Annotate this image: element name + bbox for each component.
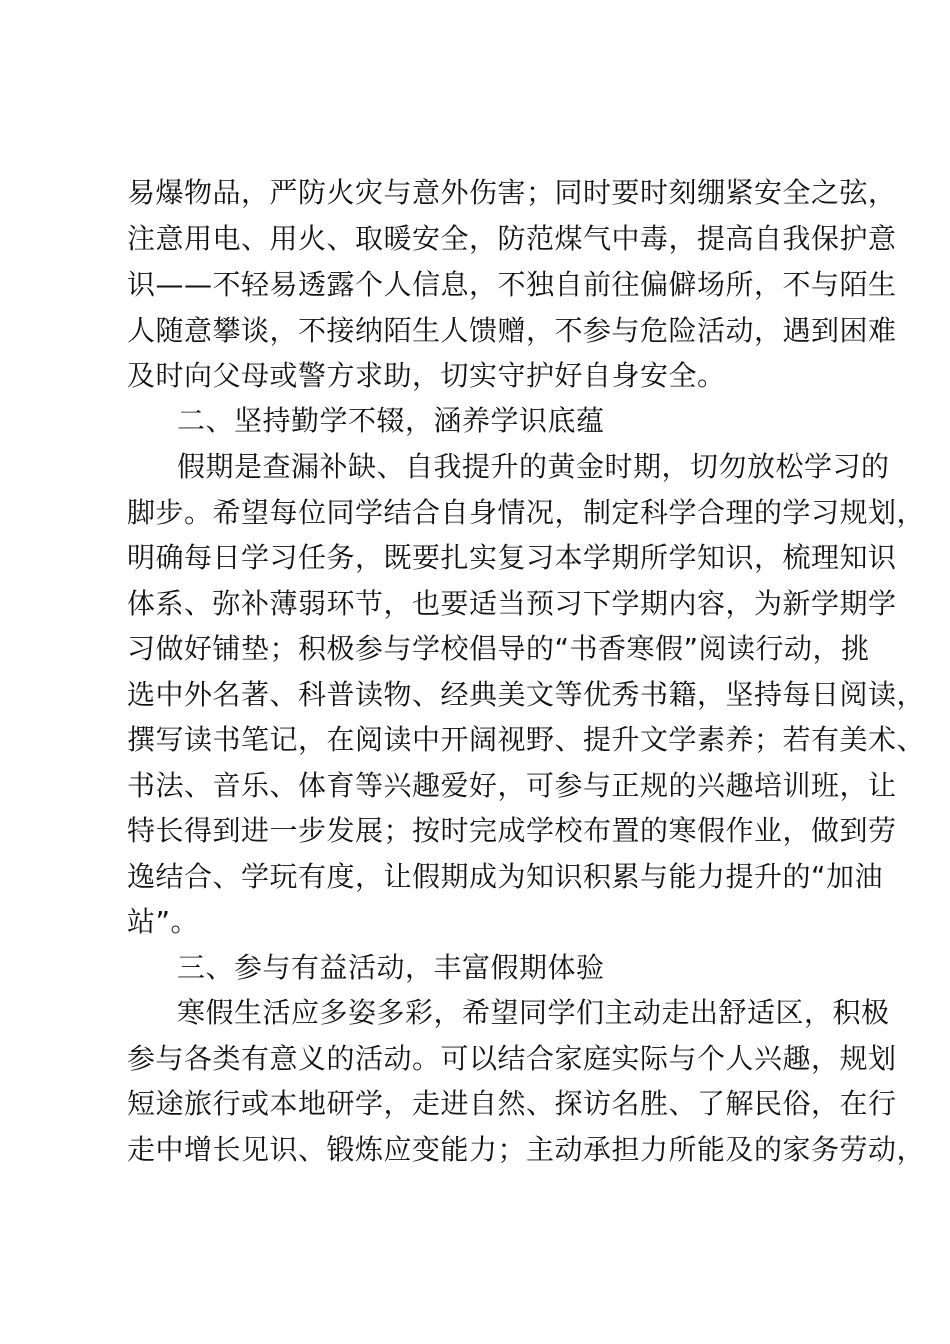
section-heading: 三、参与有益活动，丰富假期体验 — [177, 951, 605, 984]
paragraph-line: 走中增长见识、锻炼应变能力；主动承担力所能及的家务劳动， — [127, 1133, 926, 1166]
paragraph-line: 体系、弥补薄弱环节，也要适当预习下学期内容，为新学期学 — [127, 587, 897, 620]
paragraph-line: 人随意攀谈，不接纳陌生人馈赠，不参与危险活动，遇到困难 — [127, 314, 897, 347]
paragraph-line: 易爆物品，严防火灾与意外伤害；同时要时刻绷紧安全之弦， — [127, 176, 897, 209]
paragraph-line: 书法、音乐、体育等兴趣爱好，可参与正规的兴趣培训班，让 — [127, 769, 897, 802]
paragraph-line: 逸结合、学玩有度，让假期成为知识积累与能力提升的“加油 — [127, 860, 884, 893]
paragraph-line: 明确每日学习任务，既要扎实复习本学期所学知识，梳理知识 — [127, 541, 897, 574]
paragraph-line: 寒假生活应多姿多彩，希望同学们主动走出舒适区，积极 — [177, 996, 890, 1029]
paragraph-line: 特长得到进一步发展；按时完成学校布置的寒假作业，做到劳 — [127, 814, 897, 847]
paragraph-line: 脚步。希望每位同学结合自身情况，制定科学合理的学习规划， — [127, 496, 926, 529]
paragraph-line: 撰写读书笔记，在阅读中开阔视野、提升文学素养；若有美术、 — [127, 723, 926, 756]
paragraph-line: 站”。 — [127, 905, 200, 938]
paragraph-line: 及时向父母或警方求助，切实守护好自身安全。 — [127, 359, 726, 392]
section-heading: 二、坚持勤学不辍，涵养学识底蕴 — [177, 404, 605, 437]
paragraph-line: 短途旅行或本地研学，走进自然、探访名胜、了解民俗，在行 — [127, 1087, 897, 1120]
paragraph-line: 假期是查漏补缺、自我提升的黄金时期，切勿放松学习的 — [177, 450, 890, 483]
paragraph-line: 注意用电、用火、取暖安全，防范煤气中毒，提高自我保护意 — [127, 222, 897, 255]
paragraph-line: 选中外名著、科普读物、经典美文等优秀书籍，坚持每日阅读， — [127, 678, 926, 711]
paragraph-line: 参与各类有意义的活动。可以结合家庭实际与个人兴趣，规划 — [127, 1042, 897, 1075]
paragraph-line: 识——不轻易透露个人信息，不独自前往偏僻场所，不与陌生 — [127, 268, 897, 301]
paragraph-line: 习做好铺垫；积极参与学校倡导的“书香寒假”阅读行动，挑 — [127, 632, 870, 665]
